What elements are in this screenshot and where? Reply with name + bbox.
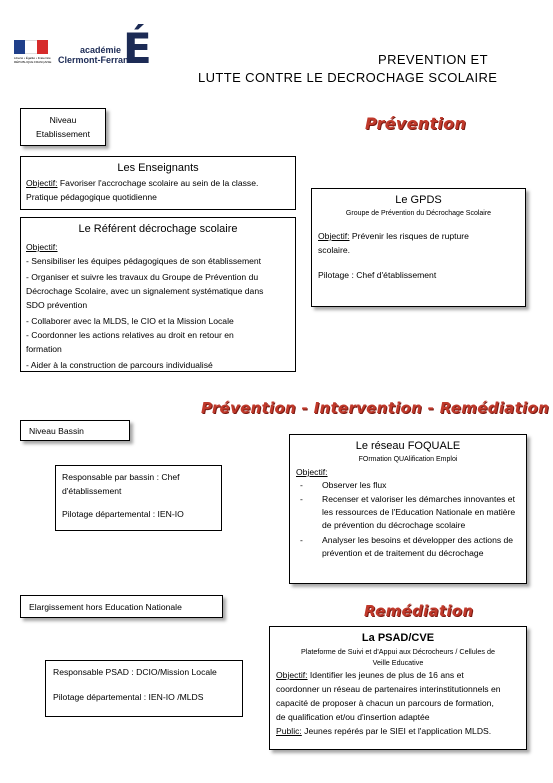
responsable-bassin-line1: Responsable par bassin : Chef: [62, 472, 180, 482]
referent-box: [20, 217, 296, 372]
psad-subtitle1: Plateforme de Suivi et d'Appui aux Décrocheurs / Cellules de: [301, 647, 495, 656]
responsable-psad-pilotage: Pilotage départemental : IEN-IO /MLDS: [53, 692, 204, 702]
foquale-subtitle: FOrmation QUAlification Emploi: [358, 456, 458, 463]
enseignants-box: [20, 156, 296, 210]
responsable-bassin-pilotage: Pilotage départemental : IEN-IO: [62, 509, 184, 519]
responsable-bassin-line2: d'établissement: [62, 486, 122, 496]
foquale-box: [289, 434, 527, 584]
referent-item: Décrochage Scolaire, avec un signalement systématique dans: [26, 286, 264, 296]
enseignants-objectif-label: Objectif:: [26, 178, 58, 188]
psad-public-label: Public:: [276, 726, 302, 736]
referent-item: - Collaborer avec la MLDS, le CIO et la Mission Locale: [26, 316, 234, 326]
heading-remediation: Reméd‎iation: [364, 602, 474, 620]
psad-public-text: Jeunes repérés par le SIEI et l'application MLDS.: [301, 726, 492, 736]
elargissement-label: Elargissement hors Education Nationale: [29, 602, 182, 612]
psad-line: capacité de proposer à chacun un parcours de formation,: [276, 698, 494, 708]
gpds-pilotage: Pilotage : Chef d'établissement: [318, 270, 437, 280]
logo-marianne: [14, 40, 52, 70]
niveau-bassin-label: Niveau Bassin: [29, 426, 84, 436]
psad-line: de qualification et/ou d'insertion adaptée: [276, 712, 430, 722]
niveau-etablissement-line1: Niveau: [49, 115, 77, 125]
list-item: - Analyser les besoins et développer des actions de prévention et de traitement du décrochage: [296, 534, 520, 560]
responsable-psad-box: [45, 660, 243, 717]
list-item: - Recenser et valoriser les démarches innovantes et les ressources de l'Education Nationale en matière de prévention du décrochage scolaire: [296, 493, 520, 532]
gpds-subtitle: Groupe de Prévention du Décrochage Scolaire: [345, 210, 492, 217]
referent-item: - Sensibiliser les équipes pédagogiques de son établissement: [26, 256, 262, 266]
logo-e-mark: É: [123, 24, 152, 73]
elargissement-box: [20, 595, 223, 618]
foquale-objectives-list: [296, 479, 520, 560]
referent-objectif-label: Objectif:: [26, 242, 58, 252]
enseignants-line2: Pratique pédagogique quotidienne: [26, 192, 157, 202]
list-item: - Observer les flux: [296, 479, 520, 492]
foquale-title: Le réseau FOQUALE: [355, 440, 461, 452]
gpds-objectif: [318, 229, 519, 243]
foquale-objectif-label: Objectif:: [296, 467, 328, 477]
referent-item: - Coordonner les actions relatives au droit en retour en: [26, 330, 234, 340]
referent-title: Le Référent décrochage scolaire: [78, 223, 238, 235]
gpds-objectif-text2: scolaire.: [318, 245, 350, 255]
psad-objectif-label: Objectif:: [276, 670, 308, 680]
enseignants-objectif-text: Favoriser l'accrochage scolaire au sein de la classe.: [57, 178, 259, 188]
enseignants-objectif: [26, 176, 290, 190]
gpds-objectif-text: Prévenir les risques de rupture: [349, 231, 469, 241]
gpds-title: Le GPDS: [395, 194, 442, 206]
responsable-psad-line1: Responsable PSAD : DCIO/Mission Locale: [53, 667, 217, 677]
heading-prevention: Prévention: [365, 114, 467, 133]
page-title-line1: PREVENTION ET: [378, 52, 488, 67]
flag-caption: Liberté • Égalité • Fraternité: [14, 56, 51, 60]
referent-item: SDO prévention: [26, 300, 88, 310]
niveau-etablissement-line2: Etablissement: [36, 129, 90, 139]
gpds-box: [311, 188, 526, 307]
psad-line: coordonner un réseau de partenaires interinstitutionnels en: [276, 684, 501, 694]
psad-box: [269, 626, 527, 750]
logo-city-text: Clermont-Ferrand: [58, 55, 135, 65]
psad-title: La PSAD/CVE: [361, 632, 435, 644]
psad-objectif-text: Identifier les jeunes de plus de 16 ans et: [307, 670, 464, 680]
niveau-etablissement-box: [20, 108, 106, 146]
referent-item: - Aider à la construction de parcours individualisé: [26, 360, 213, 370]
psad-objectif: [276, 668, 520, 682]
referent-item: - Organiser et suivre les travaux du Groupe de Prévention du: [26, 272, 259, 282]
enseignants-title: Les Enseignants: [117, 162, 199, 174]
heading-prevention-intervention-remediation: Prévention - Intervention - Reméd‎iation: [201, 399, 550, 417]
psad-subtitle2: Veille Educative: [372, 658, 424, 667]
gpds-objectif-label: Objectif:: [318, 231, 350, 241]
logo-academie: [58, 24, 158, 74]
responsable-bassin-box: [55, 465, 222, 531]
logo-academie-text: académie: [80, 45, 122, 55]
page-title-line2: LUTTE CONTRE LE DECROCHAGE SCOLAIRE: [198, 70, 498, 85]
niveau-bassin-box: [20, 420, 130, 441]
psad-public: [276, 724, 520, 738]
referent-item: formation: [26, 344, 62, 354]
flag-caption-republique: RÉPUBLIQUE FRANÇAISE: [14, 60, 52, 64]
